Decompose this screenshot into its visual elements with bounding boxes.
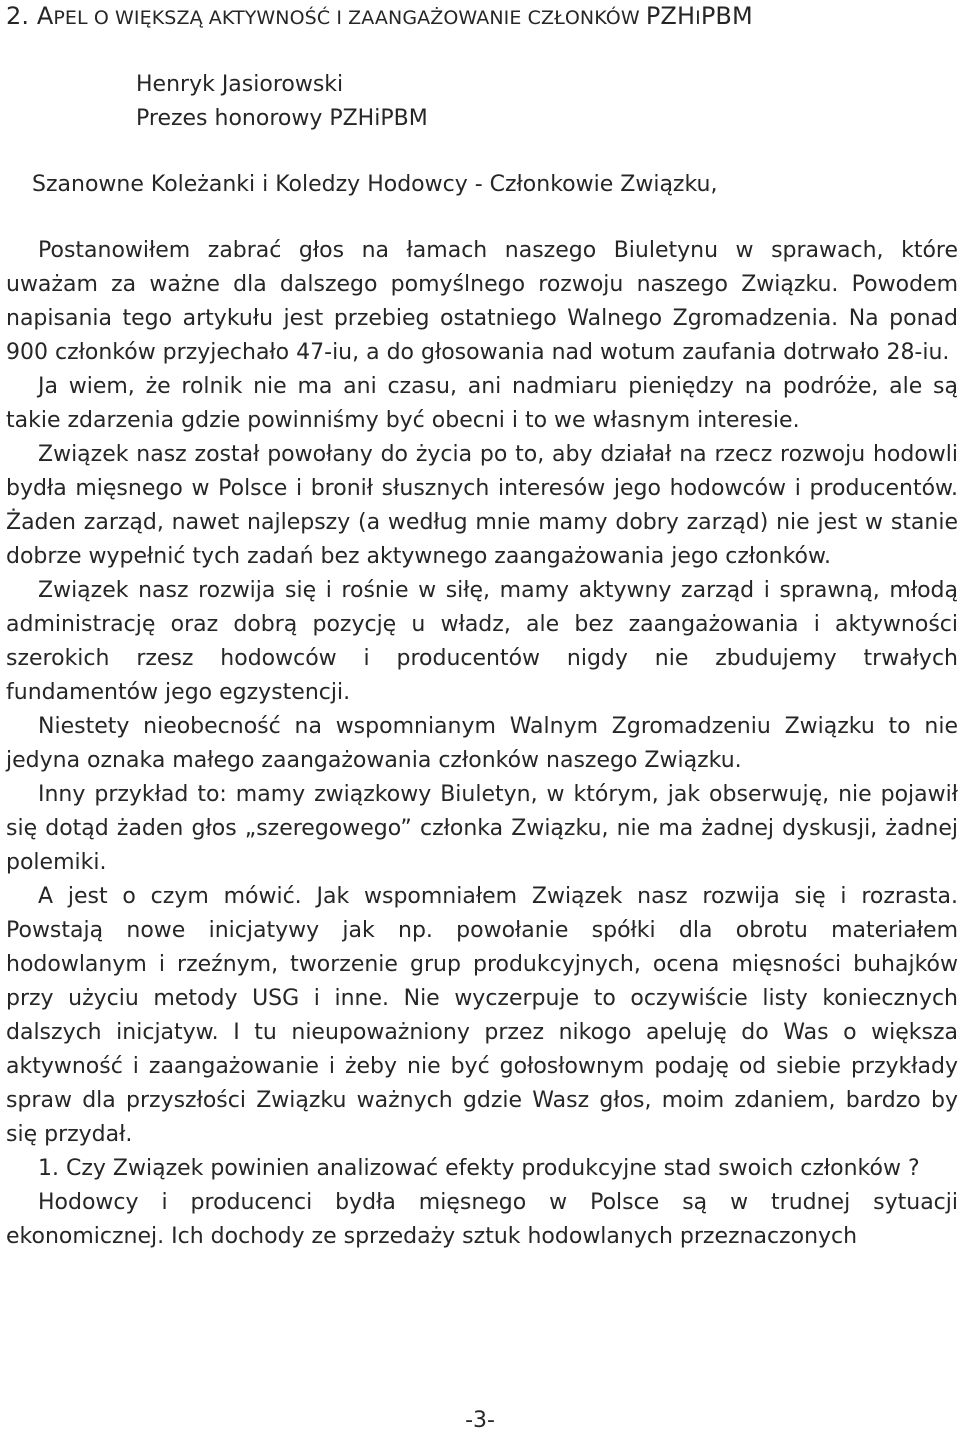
document-page bbox=[6, 0, 958, 1254]
heading-smallcaps: PEL O WIĘKSZĄ AKTYWNOŚĆ I ZAANGAŻOWANIE CZŁONKÓW bbox=[53, 7, 646, 29]
paragraph: Hodowcy i producenci bydła mięsnego w Polsce są w trudnej sytuacji ekonomicznej. Ich dochody ze sprzedaży sztuk hodowlanych przeznaczonych bbox=[6, 1190, 958, 1249]
paragraph: Związek nasz rozwija się i rośnie w siłę, mamy aktywny zarząd i sprawną, młodą administrację oraz dobrą pozycję u władz, ale bez zaangażowania i aktywności szerokich rzesz hodowców i producentów nigdy nie zbudujemy trwałych fundamentów jego egzystencji. bbox=[6, 578, 958, 705]
author-name: Henryk Jasiorowski bbox=[136, 72, 344, 97]
author-block bbox=[136, 68, 958, 136]
paragraph: Związek nasz został powołany do życia po to, aby działał na rzecz rozwoju hodowli bydła mięsnego w Polsce i bronił słusznych interesów jego hodowców i producentów. Żaden zarząd, nawet najlepszy (a według mnie mamy dobry zarząd) nie jest w stanie dobrze wypełnić tych zadań bez aktywnego zaangażowania jego członków. bbox=[6, 442, 958, 569]
article-heading bbox=[6, 0, 958, 34]
greeting: Szanowne Koleżanki i Koledzy Hodowcy - Członkowie Związku, bbox=[32, 172, 718, 197]
paragraph: 1. Czy Związek powinien analizować efekty produkcyjne stad swoich członków ? bbox=[38, 1156, 920, 1181]
paragraph: Ja wiem, że rolnik nie ma ani czasu, ani nadmiaru pieniędzy na podróże, ale są takie zdarzenia gdzie powinniśmy być obecni i to we własnym interesie. bbox=[6, 374, 958, 433]
heading-first-letter: A bbox=[36, 2, 54, 30]
paragraph: Postanowiłem zabrać głos na łamach naszego Biuletynu w sprawach, które uważam za ważne dla dalszego pomyślnego rozwoju naszego Związku. Powodem napisania tego artykułu jest przebieg ostatniego Walnego Zgromadzenia. Na ponad 900 członków przyjechało 47-iu, a do głosowania nad wotum zaufania dotrwało 28-iu. bbox=[6, 238, 958, 365]
heading-number: 2. bbox=[6, 2, 37, 30]
author-role: Prezes honorowy PZHiPBM bbox=[136, 106, 428, 131]
paragraph: Niestety nieobecność na wspomnianym Walnym Zgromadzeniu Związku to nie jedyna oznaka małego zaangażowania członków naszego Związku. bbox=[6, 714, 958, 773]
heading-org-part3: PBM bbox=[700, 2, 753, 30]
heading-org-part1: PZH bbox=[645, 2, 696, 30]
paragraph: Inny przykład to: mamy związkowy Biuletyn, w którym, jak obserwuję, nie pojawił się dotąd żaden głos „szeregowego” członka Związku, nie ma żadnej dyskusji, żadnej polemiki. bbox=[6, 782, 958, 875]
page-number: -3- bbox=[465, 1408, 495, 1433]
article-body bbox=[6, 234, 958, 1254]
heading-org-part2: I bbox=[695, 7, 701, 29]
paragraph: A jest o czym mówić. Jak wspomniałem Związek nasz rozwija się i rozrasta. Powstają nowe inicjatywy jak np. powołanie spółki dla obrotu materiałem hodowlanym i rzeźnym, tworzenie grup produkcyjnych, ocena mięsności buhajków przy użyciu metody USG i inne. Nie wyczerpuje to oczywiście listy koniecznych dalszych inicjatyw. I tu nieupoważniony przez nikogo apeluję do Was o większa aktywność i zaangażowanie i żeby nie być gołosłownym podaję od siebie przykłady spraw dla przyszłości Związku ważnych gdzie Wasz głos, moim zdaniem, bardzo by się przydał. bbox=[6, 884, 958, 1147]
